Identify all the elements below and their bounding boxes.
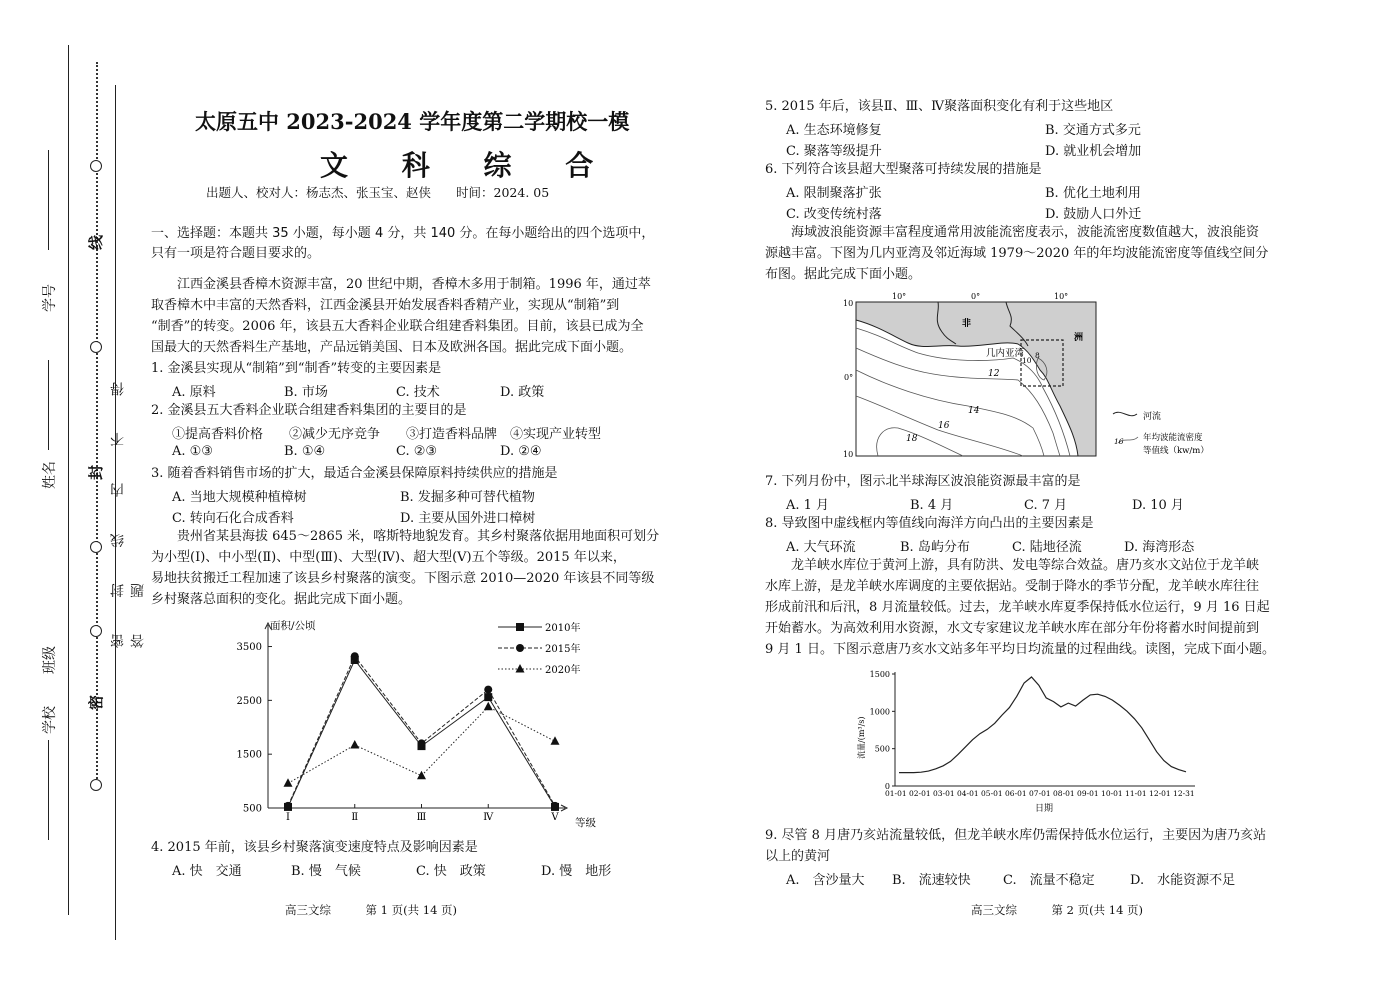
student-no-blank[interactable] [48,150,49,250]
section-heading-line: 只有一项是符合题目要求的。 [151,246,321,261]
q5-option-c[interactable]: C. 聚落等级提升 [786,144,882,159]
q2-option-b[interactable]: B. ①④ [284,444,326,459]
q7-option-d[interactable]: D. 10 月 [1132,498,1184,513]
footer-left: 高三文综 第 1 页(共 14 页) [285,903,458,917]
lon-label: 10° [1054,292,1069,301]
chart-y-tick-label: 3500 [236,642,262,654]
q9-option-a[interactable]: A. 含沙量大 [786,873,865,888]
passage-4 [765,555,1310,660]
settlement-area-chart [230,615,610,830]
q9-option-c[interactable]: C. 流量不稳定 [1003,873,1095,888]
lon-label: 10° [892,292,907,301]
passage-line: 江西金溪县香樟木资源丰富，20 世纪中期，香樟木多用于制箱。1996 年，通过萃 [151,277,651,292]
q8-stem: 8. 导致图中虚线框内等值线向海洋方向凸出的主要因素是 [765,516,1094,531]
chart-y-tick-label: 500 [242,803,262,815]
continent-label: 洲 [1074,333,1084,343]
legend-label: 2015年 [545,644,581,655]
chart-x-tick-label: Ⅲ [416,812,427,823]
q2-option-c[interactable]: C. ②③ [396,444,438,459]
isoline-label: 14 [968,406,980,416]
legend-marker-triangle [516,664,525,673]
student-no-label: 学号 [42,284,58,312]
series-line-2015年 [288,656,555,806]
flow-y-tick-label: 0 [884,782,890,791]
q7-option-c[interactable]: C. 7 月 [1024,498,1068,513]
q8-option-a[interactable]: A. 大气环流 [786,540,856,555]
flow-y-tick-label: 1000 [869,707,890,717]
passage-line: 取香樟木中丰富的天然香料，江西金溪县开始发展香料香精产业，实现从“制箱”到 [151,298,620,313]
seal-circle [90,625,102,637]
passage-line: 布图。据此完成下面小题。 [765,267,922,282]
section-heading [151,224,654,264]
passage-line: 龙羊峡水库位于黄河上游，具有防洪、发电等综合效益。唐乃亥水文站位于龙羊峡 [765,558,1260,573]
class-label: 班级 [42,646,58,674]
chart-x-tick-label: Ⅰ [286,812,290,823]
mark-mi: 密 [87,694,106,711]
passage-line: “制香”的转变。2006 年，该县五大香料企业联合组建香料集团。目前，该县已成为全 [151,319,644,334]
series-line-2010年 [288,660,555,807]
legend-isoline-label: 年均波能流密度 [1143,433,1203,443]
school-blank[interactable] [48,740,49,840]
data-point-circle [484,686,492,694]
q1-option-a[interactable]: A. 原料 [172,385,216,400]
passage-line: 开始蓄水。为高效利用水资源，水文专家建议龙羊峡水库在部分年份将蓄水时间提前到 [765,621,1260,636]
flow-y-tick-label: 1500 [869,670,890,679]
seal-notice: 密 封 线 内 不 得 答 题 [110,365,146,648]
flow-curve-chart [850,664,1220,816]
q5-option-a[interactable]: A. 生态环境修复 [786,123,882,138]
q7-stem: 7. 下列月份中，图示北半球海区波浪能资源最丰富的是 [765,474,1081,489]
q2-option-d[interactable]: D. ②④ [500,444,542,459]
legend-label: 2010年 [545,623,581,634]
q3-stem: 3. 随着香料销售市场的扩大，最适合金溪县保障原料持续供应的措施是 [151,466,558,481]
section-heading-line: 一、选择题：本题共 35 小题，每小题 4 分，共 140 分。在每小题给出的四个选项中， [151,226,655,241]
continent-label: 非 [962,319,972,329]
chart-x-tick-label: Ⅱ [351,812,359,823]
passage-line: 形成前汛和后汛，8 月流量较低。过去，龙羊峡水库夏季保持低水位运行，9 月 16 日起 [765,600,1270,615]
subject-title: 文 科 综 合 [320,149,616,182]
data-point-circle [284,802,292,810]
q5-option-b[interactable]: B. 交通方式多元 [1045,123,1141,138]
q2-option-a[interactable]: A. ①③ [172,444,213,459]
q6-stem: 6. 下列符合该县超大型聚落可持续发展的措施是 [765,162,1042,177]
legend-isoline-label: 等值线（kw/m） [1143,446,1209,456]
legend-marker-square [516,623,524,631]
q2-items: ①提高香料价格 ②减少无序竞争 ③打造香料品牌 ④实现产业转型 [172,427,602,442]
q4-option-a[interactable]: A. 快 交通 [172,864,242,879]
lat-label: 10 [843,299,854,308]
q8-option-d[interactable]: D. 海湾形态 [1124,540,1195,555]
mark-xian: 线 [87,234,106,251]
chart-legend [498,621,580,676]
flow-curve [899,677,1186,773]
legend-label: 2020年 [545,665,581,676]
school-label: 学校 [42,706,58,734]
q9-option-b[interactable]: B. 流速较快 [892,873,971,888]
footer-right: 高三文综 第 2 页(共 14 页) [971,903,1144,917]
seal-circle [90,541,102,553]
passage-line: 贵州省某县海拔 645～2865 米，喀斯特地貌发育。其乡村聚落依据用地面积可划分 [151,529,660,544]
seal-circle [90,341,102,353]
wave-energy-map [838,288,1233,463]
q1-option-b[interactable]: B. 市场 [284,385,328,400]
chart-y-tick-label: 1500 [236,749,262,761]
lon-label: 0° [971,292,981,301]
chart-xlabel: 等级 [575,817,596,829]
chart-series [284,652,560,811]
chart-ylabel: 面积/公顷 [270,620,316,632]
chart-x-tick-label: Ⅴ [551,812,559,823]
q1-option-c[interactable]: C. 技术 [396,385,440,400]
margin-rule-outer [68,45,69,915]
isoline-label: 12 [988,369,1000,379]
isoline-label: 18 [906,434,918,444]
q1-stem: 1. 金溪县实现从“制箱”到“制香”转变的主要因素是 [151,361,442,376]
q4-option-d[interactable]: D. 慢 地形 [541,864,612,879]
q9-stem-line: 以上的黄河 [765,849,831,864]
mark-feng: 封 [87,464,106,481]
passage-line: 源越丰富。下图为几内亚湾及邻近海域 1979～2020 年的年均波能流密度等值线空间分 [765,246,1269,261]
passage-line: 9 月 1 日。下图示意唐乃亥水文站多年平均日均流量的过程曲线。读图，完成下面小题。 [765,642,1275,657]
isoline-label: 16 [938,421,950,431]
q6-option-a[interactable]: A. 限制聚落扩张 [786,186,882,201]
lat-label: 10 [843,450,854,459]
q7-option-b[interactable]: B. 4 月 [910,498,954,513]
q2-stem: 2. 金溪县五大香料企业联合组建香料集团的主要目的是 [151,403,467,418]
name-label: 姓名 [42,461,58,489]
data-point-circle [551,802,559,810]
seal-circle [90,160,102,172]
passage-line: 水库上游，是龙羊峡水库调度的主要依据站。受制于降水的季节分配，龙羊峡水库往往 [765,579,1260,594]
data-point-circle [351,652,359,660]
chart-y-tick-label: 2500 [236,695,262,707]
data-point-circle [418,739,426,747]
q4-option-c[interactable]: C. 快 政策 [416,864,486,879]
passage-3 [765,222,1305,285]
data-point-triangle [551,736,560,744]
flow-xlabel: 日期 [1035,804,1054,814]
q4-stem: 4. 2015 年前，该县乡村聚落演变速度特点及影响因素是 [151,840,478,855]
q4-option-b[interactable]: B. 慢 气候 [291,864,361,879]
q9-option-d[interactable]: D. 水能资源不足 [1130,873,1236,888]
seal-circle [90,779,102,791]
q3-option-a[interactable]: A. 当地大规模种植樟树 [172,490,307,505]
q6-option-b[interactable]: B. 优化土地利用 [1045,186,1141,201]
q9-stem-line: 9. 尽管 8 月唐乃亥站流量较低，但龙羊峡水库仍需保持低水位运行，主要因为唐乃亥站 [765,828,1267,843]
passage-line: 为小型(Ⅰ)、中小型(Ⅱ)、中型(Ⅲ)、大型(Ⅳ)、超大型(Ⅴ)五个等级。2015 年以来， [151,550,626,565]
q8-option-b[interactable]: B. 岛屿分布 [900,540,970,555]
passage-line: 国最大的天然香料生产基地，产品远销美国、日本及欧洲各国。据此完成下面小题。 [151,340,633,355]
chart-gridlines [237,642,560,823]
flow-y-tick-label: 500 [874,744,890,754]
q9-stem [765,825,1266,867]
q3-option-b[interactable]: B. 发掘多种可替代植物 [400,490,535,505]
legend-isoline-value: 16 [1114,437,1124,446]
passage-line: 易地扶贫搬迁工程加速了该县乡村聚落的演变。下图示意 2010—2020 年该县不同等级 [151,571,655,586]
bay-label: 几内亚湾 [986,348,1025,359]
legend-river-icon [1113,412,1137,415]
q8-option-c[interactable]: C. 陆地径流 [1012,540,1082,555]
name-blank[interactable] [48,360,49,450]
q1-option-d[interactable]: D. 政策 [500,385,545,400]
flow-y-ticks [870,670,895,791]
legend-marker-circle [516,644,524,652]
passage-line: 乡村聚落总面积的变化。据此完成下面小题。 [151,592,412,607]
q3-option-c[interactable]: C. 转向石化合成香料 [172,511,294,526]
passage-2 [151,526,691,610]
passage-1 [151,274,691,358]
q7-option-a[interactable]: A. 1 月 [786,498,830,513]
q6-option-d[interactable]: D. 鼓励人口外迁 [1045,207,1142,222]
q6-option-c[interactable]: C. 改变传统村落 [786,207,882,222]
lat-label: 0° [844,373,854,382]
flow-ylabel: 流量/(m³/s) [857,716,866,759]
isoline-label: 10 [1022,356,1032,365]
chart-x-tick-label: Ⅳ [483,812,494,823]
authors-line: 出题人、校对人：杨志杰、张玉宝、赵侠 时间：2024. 05 [206,185,550,200]
q5-option-d[interactable]: D. 就业机会增加 [1045,144,1142,159]
isoline-label: 8 [1035,351,1040,360]
data-point-triangle [350,740,359,749]
data-point-square [484,693,492,701]
exam-title: 太原五中 2023-2024 学年度第二学期校一模 [195,109,630,134]
q5-stem: 5. 2015 年后，该县Ⅱ、Ⅲ、Ⅳ聚落面积变化有利于这些地区 [765,99,1114,114]
flow-x-tick-labels: 01-01 02-01 03-01 04-01 05-01 06-01 07-01 08-01 09-01 10-01 11-01 12-01 12-31 [885,789,1195,798]
data-point-triangle [284,778,293,787]
q3-option-d[interactable]: D. 主要从国外进口樟树 [400,511,536,526]
legend-river-label: 河流 [1143,412,1162,422]
passage-line: 海域波浪能资源丰富程度通常用波能流密度表示，波能流密度数值越大，波浪能资 [765,225,1260,240]
